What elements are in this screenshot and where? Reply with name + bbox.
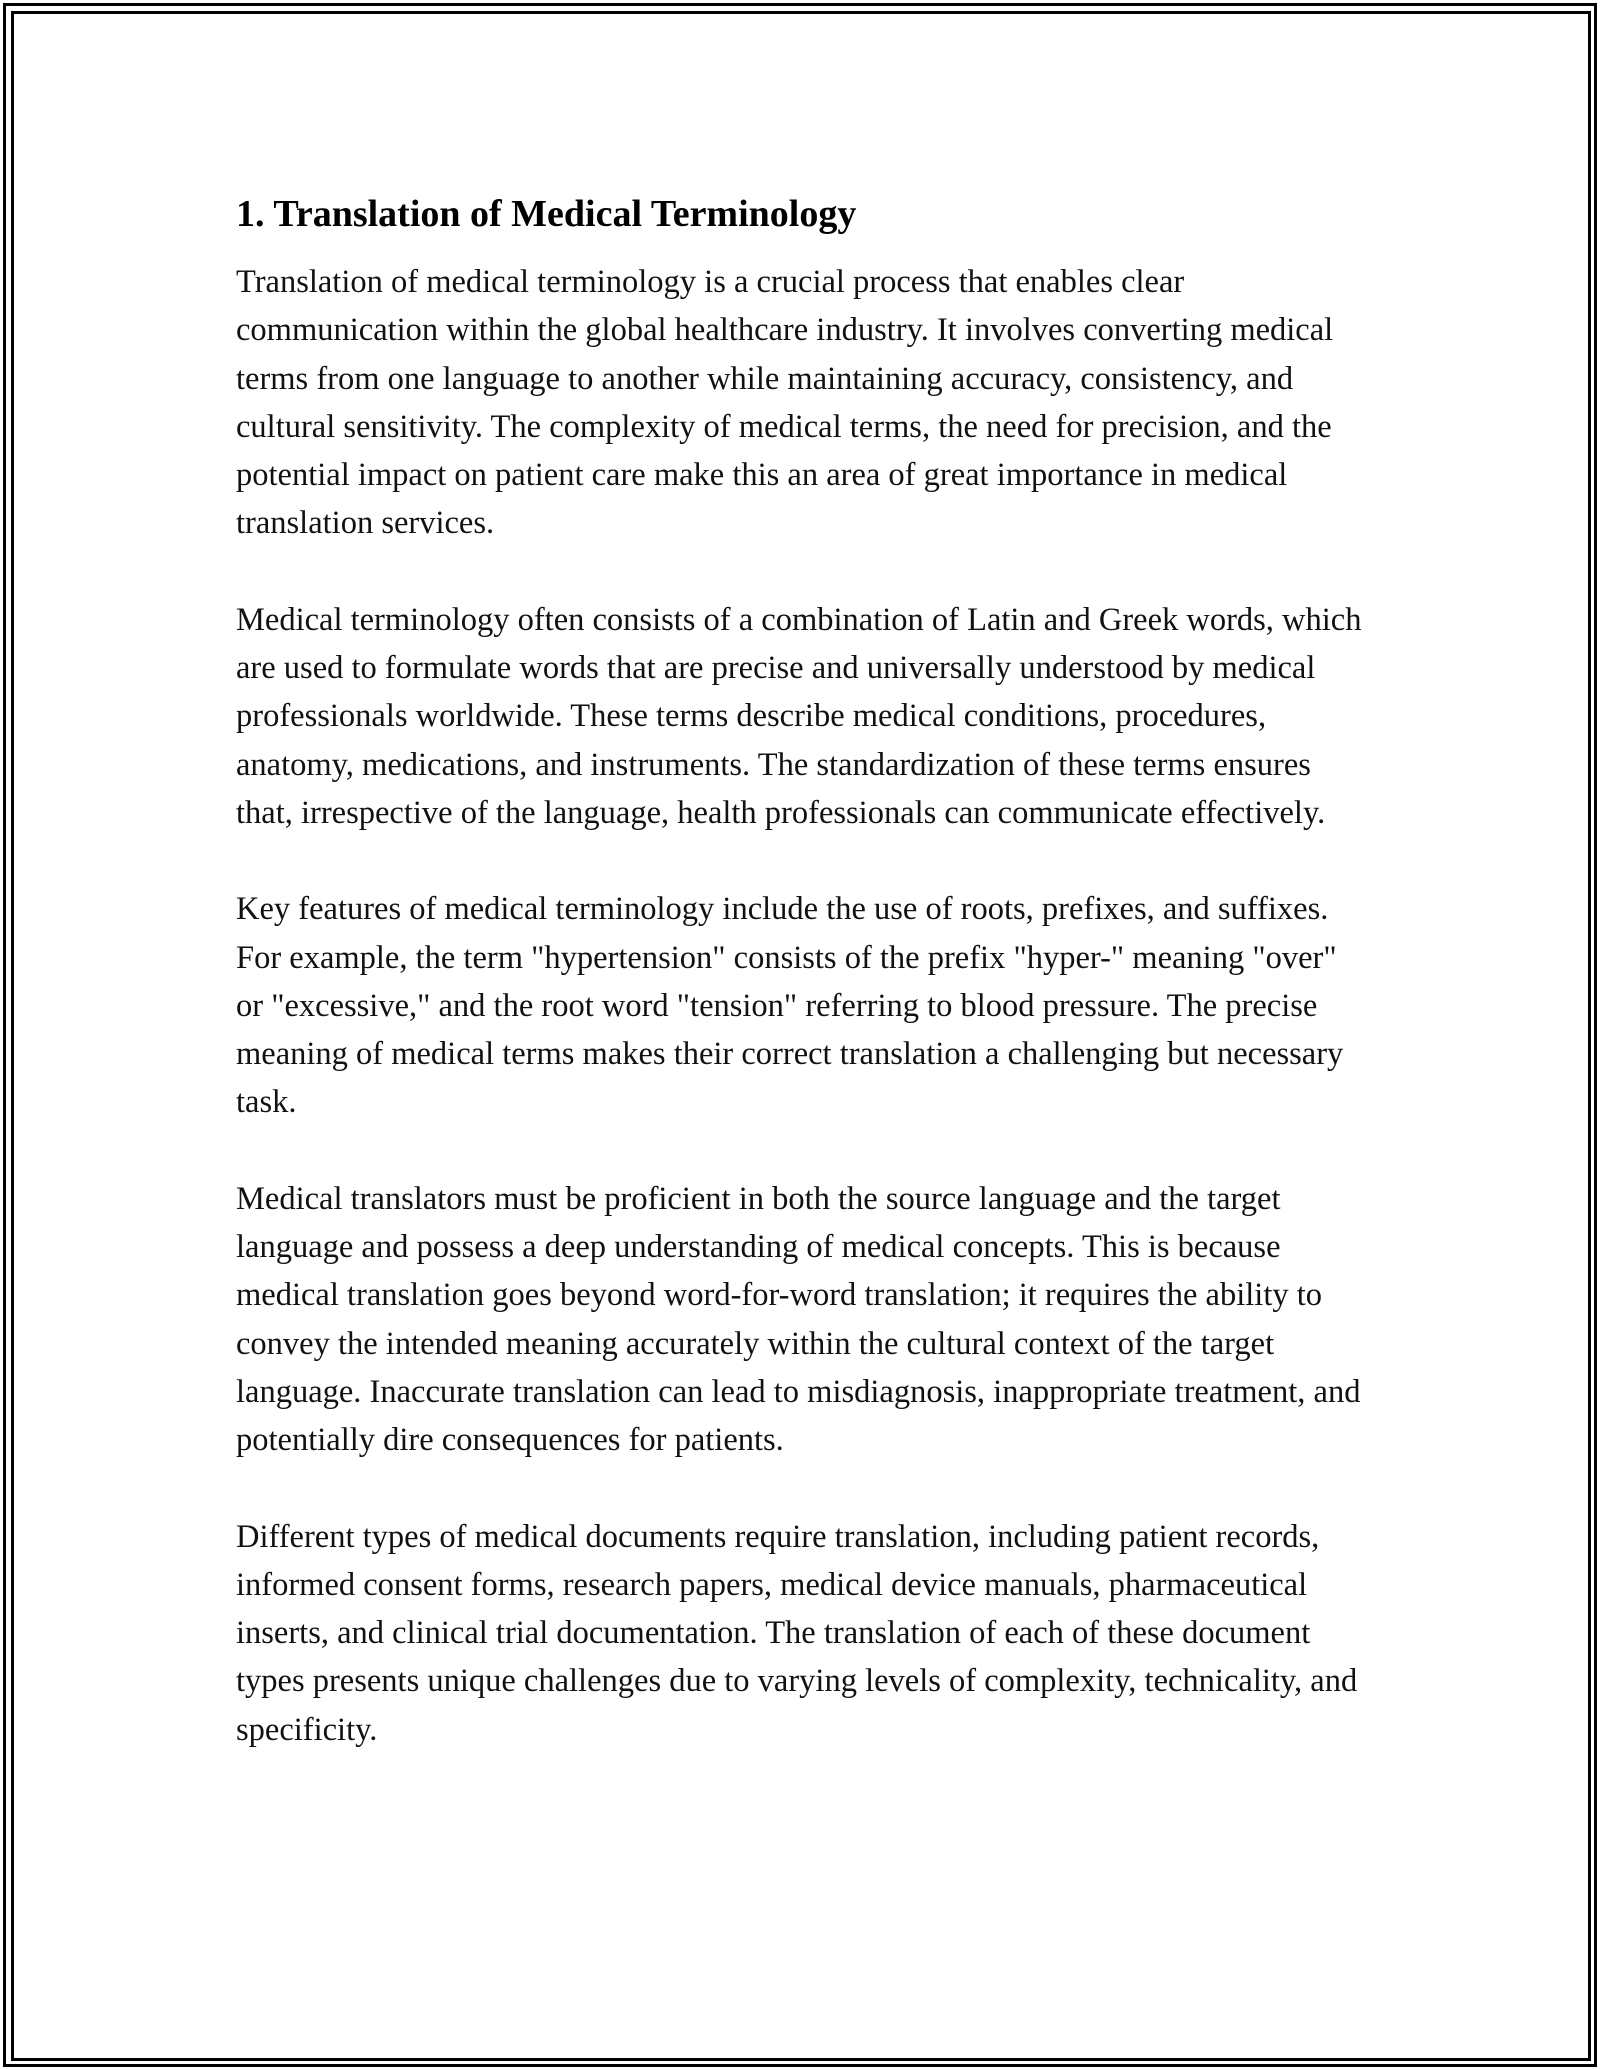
section-heading: 1. Translation of Medical Terminology — [236, 193, 857, 235]
paragraph-latin-greek: Medical terminology often consists of a combination of Latin and Greek words, which are used to formulate words that are precise and universally understood by medical professionals worldwide. These terms describe medical conditions, procedures, anatomy, medications, and instruments. The standardization of these terms ensures that, irrespective of the language, health professionals can communicate effectively. — [236, 601, 1362, 831]
paragraph-translators: Medical translators must be proficient in both the source language and the target language and possess a deep understanding of medical concepts. This is because medical translation goes beyond word-for-word translation; it requires the ability to convey the intended meaning accurately within the cultural context of the target language. Inaccurate translation can lead to misdiagnosis, inappropriate treatment, and potentially dire consequences for patients. — [236, 1180, 1361, 1459]
paragraph-document-types: Different types of medical documents require translation, including patient records, informed consent forms, research papers, medical device manuals, pharmaceutical inserts, and clinical trial documentation. The translation of each of these document types presents unique challenges due to varying levels of complexity, technicality, and specificity. — [236, 1518, 1358, 1748]
paragraph-key-features: Key features of medical terminology include the use of roots, prefixes, and suffixes. For example, the term "hypertension" consists of the prefix "hyper-" meaning "over" or "excessive," and the root word "tension" referring to blood pressure. The precise meaning of medical terms makes their correct translation a challenging but necessary task. — [236, 891, 1344, 1121]
paragraph-intro: Translation of medical terminology is a crucial process that enables clear communication within the global healthcare industry. It involves converting medical terms from one language to another while maintaining accuracy, consistency, and cultural sensitivity. The complexity of medical terms, the need for precision, and the potential impact on patient care make this an area of great importance in medical translation services. — [236, 264, 1334, 542]
document-body — [236, 188, 1366, 1802]
